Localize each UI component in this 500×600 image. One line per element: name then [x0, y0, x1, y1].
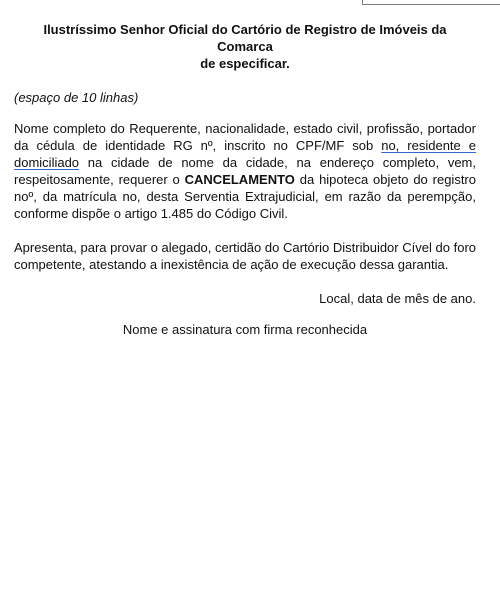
request-text-part-2: na cidade de nome da cidade, na endereço completo, vem, respeitosamente, requerer o — [14, 155, 476, 187]
spacing-note: (espaço de 10 linhas) — [14, 90, 139, 105]
request-text-part-3: da hipoteca objeto do registro noº, da matrícula no, desta Serventia Extrajudicial, em razão da perempção, conforme dispõe o artigo 1.485 do Código Civil. — [14, 172, 476, 221]
underlined-residence-text: no, residente e domiciliado — [14, 138, 476, 170]
date-line: Local, data de mês de ano. — [319, 291, 476, 306]
window-frame-edge — [362, 0, 500, 5]
heading-line-2: de especificar. — [200, 56, 290, 71]
cancelamento-bold-text: CANCELAMENTO — [184, 172, 295, 187]
document-heading — [14, 21, 476, 72]
petition-document — [14, 21, 476, 338]
request-paragraph — [14, 120, 476, 222]
signature-line: Nome e assinatura com firma reconhecida — [122, 322, 368, 337]
evidence-paragraph: Apresenta, para provar o alegado, certidão do Cartório Distribuidor Cível do foro competente, atestando a inexistência de ação de execução dessa garantia. — [14, 240, 476, 272]
request-text-part-1: Nome completo do Requerente, nacionalidade, estado civil, profissão, portador da cédula de identidade RG nº, inscrito no CPF/MF sob — [14, 121, 476, 153]
heading-line-1: Ilustríssimo Senhor Oficial do Cartório de Registro de Imóveis da Comarca — [43, 22, 447, 54]
